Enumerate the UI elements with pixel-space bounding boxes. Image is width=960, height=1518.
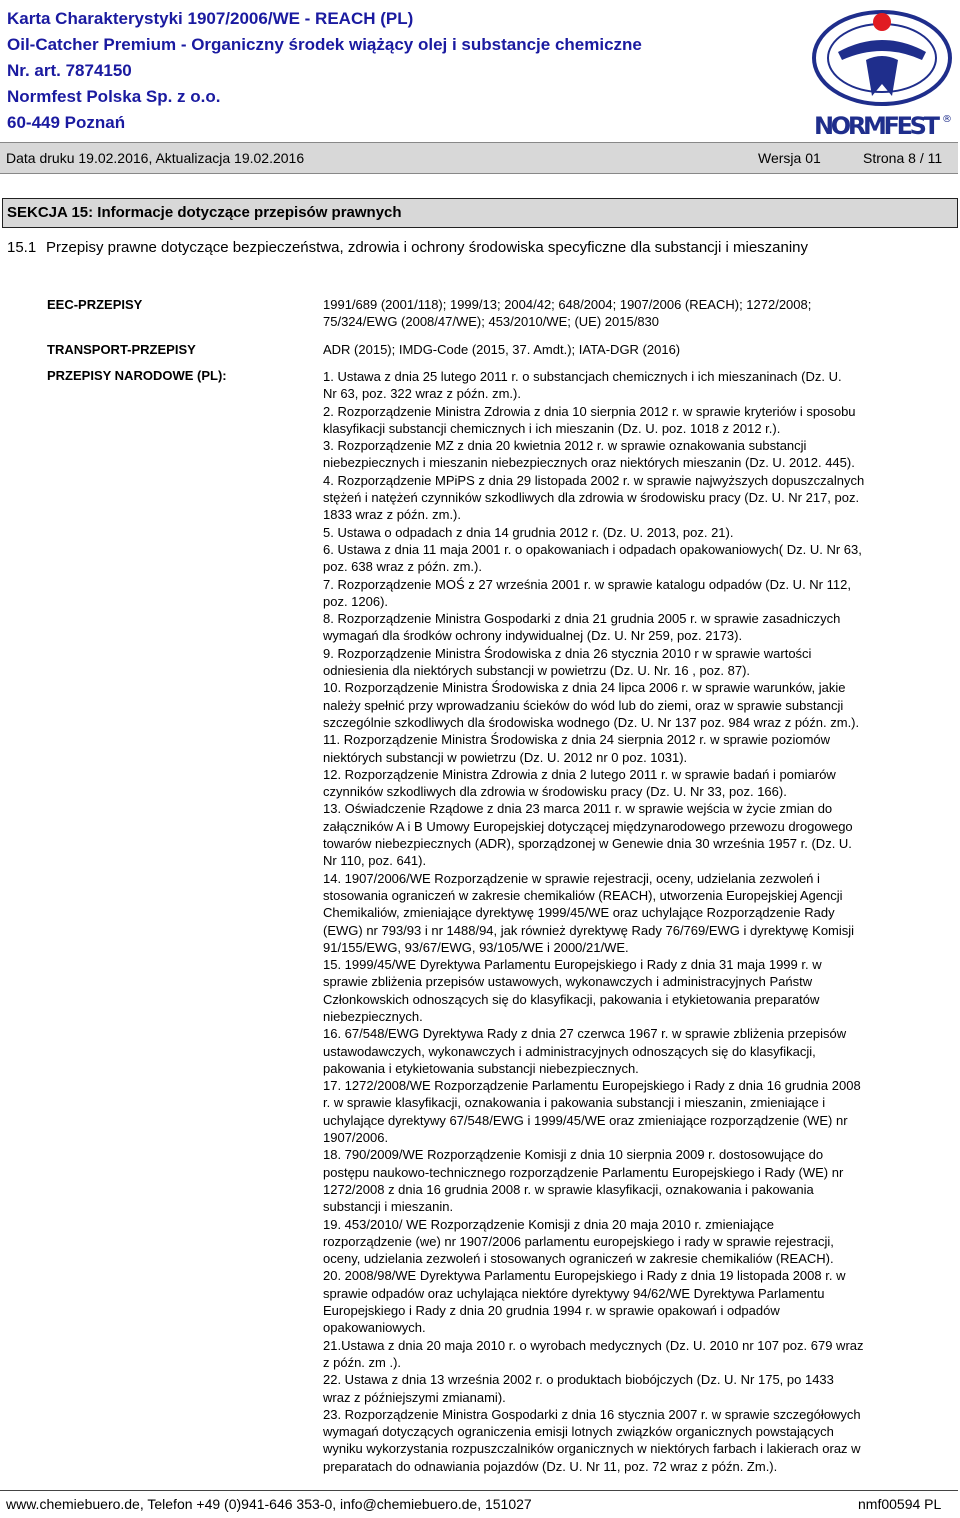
subsection-number: 15.1: [7, 239, 37, 256]
national-regulation-line: 22. Ustawa z dnia 13 września 2002 r. o produktach biobójczych (Dz. U. Nr 175, po 1433: [323, 1372, 834, 1388]
national-regulation-line: Członkowskich odnoszących się do klasyfikacji, pakowania i etykietowania preparatów: [323, 991, 820, 1007]
national-regulation-line: 8. Rozporządzenie Ministra Gospodarki z dnia 21 grudnia 2005 r. w sprawie zasadniczych: [323, 611, 841, 627]
subsection-title: Przepisy prawne dotyczące bezpieczeństwa, zdrowia i ochrony środowiska specyficzne dla substancji i mieszaniny: [46, 239, 809, 256]
national-regulation-line: czynników szkodliwych dla zdrowia w środowisku pracy (Dz. U. Nr 33, poz. 166).: [323, 784, 787, 800]
national-regulation-line: 4. Rozporządzenie MPiPS z dnia 29 listopada 2002 r. w sprawie najwyższych dopuszczalnych: [323, 472, 865, 488]
print-info-bar: [0, 142, 958, 174]
national-regulation-line: niebezpiecznych.: [323, 1008, 423, 1024]
national-regulation-line: 2. Rozporządzenie Ministra Zdrowia z dnia 10 sierpnia 2012 r. w sprawie kryteriów i sposobu: [323, 403, 856, 419]
document-title: Karta Charakterystyki 1907/2006/WE - REACH (PL): [7, 9, 414, 28]
national-regulation-line: opakowaniowych.: [323, 1320, 426, 1336]
company-name: Normfest Polska Sp. z o.o.: [7, 87, 221, 106]
national-regulation-line: 17. 1272/2008/WE Rozporządzenie Parlamentu Europejskiego i Rady z dnia 16 grudnia 2008: [323, 1078, 861, 1094]
national-regulation-line: sprawie odpadów oraz uchylająca niektóre dyrektywy 94/62/WE Dyrektywa Parlamentu: [323, 1285, 825, 1301]
national-regulation-line: rozporządzenie (we) nr 1907/2006 parlamentu europejskiego i rady w sprawie rejestracji,: [323, 1233, 834, 1249]
national-regulation-line: szczególnie szkodliwych dla środowiska wodnego (Dz. U. Nr 137 poz. 984 wraz z późn. zm.).: [323, 714, 860, 730]
national-regulation-line: 21.Ustawa z dnia 20 maja 2010 r. o wyrobach medycznych (Dz. U. 2010 nr 107 poz. 679 wraz: [323, 1337, 864, 1353]
national-regulation-line: postępu naukowo-technicznego rozporządzenie Parlamentu Europejskiego i Rady (WE) nr: [323, 1164, 844, 1180]
national-regulation-line: 12. Rozporządzenie Ministra Zdrowia z dnia 2 lutego 2011 r. w sprawie badań i pomiarów: [323, 766, 836, 782]
national-regulation-line: Nr 110, poz. 641).: [323, 853, 427, 869]
eec-line: 1991/689 (2001/118); 1999/13; 2004/42; 648/2004; 1907/2006 (REACH); 1272/2008;: [323, 297, 812, 312]
national-regulation-line: 1833 wraz z późn. zm.).: [323, 507, 461, 523]
national-regulation-line: sprawie zbliżenia przepisów ustawowych, wykonawczych i administracyjnych Państw: [323, 974, 813, 990]
national-regulation-line: 15. 1999/45/WE Dyrektywa Parlamentu Europejskiego i Rady z dnia 31 maja 1999 r. w: [323, 957, 822, 973]
national-regulation-line: wymagań dotyczących ograniczenia emisji lotnych związków organicznych powstających: [323, 1424, 834, 1440]
version: Wersja 01: [758, 150, 821, 166]
national-regulation-line: pakowania i etykietowania substancji niebezpiecznych.: [323, 1060, 639, 1076]
product-name: Oil-Catcher Premium - Organiczny środek wiążący olej i substancje chemiczne: [7, 35, 642, 54]
national-regulation-line: poz. 1206).: [323, 593, 389, 609]
national-regulation-line: 91/155/EWG, 93/67/EWG, 93/105/WE i 2000/21/WE.: [323, 939, 629, 955]
section-title: SEKCJA 15: Informacje dotyczące przepisów prawnych: [7, 204, 402, 221]
section-heading: [2, 198, 958, 228]
national-regulation-line: stężeń i natężeń czynników szkodliwych dla zdrowia w środowisku pracy (Dz. U. Nr 217, poz.: [323, 490, 860, 506]
national-regulation-line: 1272/2008 z dnia 16 grudnia 2008 r. w sprawie klasyfikacji, oznakowania i pakowania: [323, 1181, 814, 1197]
page-footer: [0, 1490, 958, 1517]
national-regulation-line: odniesienia dla niektórych substancji w powietrzu (Dz. U. Nr. 16 , poz. 87).: [323, 663, 751, 679]
national-regulation-line: 9. Rozporządzenie Ministra Środowiska z dnia 26 stycznia 2010 r w sprawie wartości: [323, 645, 812, 661]
national-regulation-line: 1907/2006.: [323, 1130, 389, 1146]
national-regulation-line: 3. Rozporządzenie MZ z dnia 20 kwietnia 2012 r. w sprawie oznakowania substancji: [323, 438, 807, 454]
page-number: Strona 8 / 11: [863, 150, 943, 166]
national-regulation-line: załączników A i B Umowy Europejskiej dotyczącej międzynarodowego przewozu drogowego: [323, 818, 853, 834]
national-regulation-line: Europejskiego i Rady z dnia 20 grudnia 1994 r. w sprawie opakowań i odpadów: [323, 1303, 780, 1319]
logo-registered-mark: ®: [942, 114, 952, 125]
national-regulations-list: [323, 368, 864, 1475]
article-number: Nr. art. 7874150: [7, 61, 132, 80]
national-regulation-line: 13. Oświadczenie Rządowe z dnia 23 marca 2011 r. w sprawie wejścia w życie zmian do: [323, 801, 833, 817]
national-regulation-line: ustawodawczych, wykonawczych i administracyjnych odnoszących się do klasyfikacji,: [323, 1043, 816, 1059]
national-regulation-line: towarów niebezpiecznych (ADR), sporządzonej w Genewie dnia 30 września 1957 r. (Dz. U.: [323, 836, 852, 852]
national-regulation-line: niebezpiecznych i mieszanin niebezpiecznych oraz niektórych mieszanin (Dz. U. 2012. 445).: [323, 455, 855, 471]
national-regulation-line: substancji i mieszanin.: [323, 1199, 454, 1215]
national-regulation-line: 11. Rozporządzenie Ministra Środowiska z dnia 24 sierpnia 2012 r. w sprawie poziomów: [323, 732, 831, 748]
logo-wordmark: NORMFEST: [814, 112, 940, 140]
national-regulation-line: stosowania ograniczeń w zakresie chemikaliów (REACH), utworzenia Europejskiej Agencji: [323, 887, 843, 903]
national-regulation-line: 10. Rozporządzenie Ministra Środowiska z dnia 24 lipca 2006 r. w sprawie warunków, jakie: [323, 680, 846, 696]
national-regulation-line: 20. 2008/98/WE Dyrektywa Parlamentu Europejskiego i Rady z dnia 19 listopada 2008 r. w: [323, 1268, 846, 1284]
normfest-logo: [810, 6, 956, 140]
national-regulation-line: 6. Ustawa z dnia 11 maja 2001 r. o opakowaniach i odpadach opakowaniowych( Dz. U. Nr 63,: [323, 541, 862, 557]
national-regulation-line: wraz z późniejszymi zmianami).: [323, 1389, 506, 1405]
national-regulation-line: niektórych substancji w powietrzu (Dz. U. 2012 nr 0 poz. 1031).: [323, 749, 688, 765]
national-regulation-line: (EWG) nr 793/93 i nr 1488/94, jak również dyrektywę Rady 76/769/EWG i dyrektywę Komisji: [323, 922, 855, 938]
national-regulation-line: należy spełnić przy wprowadzaniu ścieków do wód lub do ziemi, oraz w sprawie substancji: [323, 697, 844, 713]
national-regulation-line: wymagań dla środków ochrony indywidualnej (Dz. U. Nr 259, poz. 2173).: [323, 628, 743, 644]
transport-label: TRANSPORT-PRZEPISY: [47, 342, 196, 357]
footer-contact: www.chemiebuero.de, Telefon +49 (0)941-646 353-0, info@chemiebuero.de, 151027: [6, 1496, 532, 1512]
company-city: 60-449 Poznań: [7, 113, 126, 132]
national-regulation-line: Chemikaliów, zmieniające dyrektywę 1999/45/WE oraz uchylające Rozporządzenie Rady: [323, 905, 835, 921]
eec-label: EEC-PRZEPISY: [47, 297, 143, 312]
print-date: Data druku 19.02.2016, Aktualizacja 19.02.2016: [6, 150, 305, 166]
eec-regulations: [323, 296, 811, 331]
document-header: [7, 6, 807, 136]
national-regulation-line: oceny, udzielania zezwoleń i stosowanych ograniczeń w zakresie chemikaliów (REACH).: [323, 1251, 834, 1267]
national-regulation-line: uchylające dyrektywy 67/548/EWG i 1999/45/WE oraz zmieniające rozporządzenie (WE) nr: [323, 1112, 848, 1128]
national-regulation-line: 1. Ustawa z dnia 25 lutego 2011 r. o substancjach chemicznych i ich mieszaninach (Dz. U.: [323, 369, 842, 384]
national-label: PRZEPISY NARODOWE (PL):: [47, 368, 227, 383]
transport-regulations: ADR (2015); IMDG-Code (2015, 37. Amdt.); IATA-DGR (2016): [323, 342, 681, 357]
footer-document-code: nmf00594 PL: [858, 1496, 942, 1512]
national-regulation-line: wyniku wykorzystania rozpuszczalników organicznych w niektórych farbach i lakierach oraz w: [323, 1441, 861, 1457]
national-regulation-line: 5. Ustawa o odpadach z dnia 14 grudnia 2012 r. (Dz. U. 2013, poz. 21).: [323, 524, 734, 540]
national-regulation-line: poz. 638 wraz z późn. zm.).: [323, 559, 482, 575]
national-regulation-line: r. w sprawie klasyfikacji, oznakowania i pakowania substancji i mieszanin, zmieniające i: [323, 1095, 826, 1111]
national-regulation-line: 23. Rozporządzenie Ministra Gospodarki z dnia 16 stycznia 2007 r. w sprawie szczegółowych: [323, 1406, 861, 1422]
national-regulation-line: 18. 790/2009/WE Rozporządzenie Komisji z dnia 10 sierpnia 2009 r. dostosowujące do: [323, 1147, 824, 1163]
national-regulation-line: 14. 1907/2006/WE Rozporządzenie w sprawie rejestracji, oceny, udzielania zezwoleń i: [323, 870, 820, 886]
national-regulation-line: 16. 67/548/EWG Dyrektywa Rady z dnia 27 czerwca 1967 r. w sprawie zbliżenia przepisów: [323, 1026, 847, 1042]
national-regulation-line: 7. Rozporządzenie MOŚ z 27 września 2001 r. w sprawie katalogu odpadów (Dz. U. Nr 112,: [323, 576, 851, 592]
national-regulation-line: preparatach do odnawiania pojazdów (Dz. U. Nr 11, poz. 72 wraz z późn. Zm.).: [323, 1458, 778, 1474]
eec-line: 75/324/EWG (2008/47/WE); 453/2010/WE; (UE) 2015/830: [323, 314, 660, 330]
national-regulation-line: z późn. zm .).: [323, 1354, 402, 1370]
national-regulation-line: 19. 453/2010/ WE Rozporządzenie Komisji z dnia 20 maja 2010 r. zmieniające: [323, 1216, 774, 1232]
national-regulation-line: klasyfikacji substancji chemicznych i ich mieszanin (Dz. U. poz. 1018 z 2012 r.).: [323, 420, 781, 436]
national-regulation-line: Nr 63, poz. 322 wraz z późn. zm.).: [323, 386, 521, 402]
